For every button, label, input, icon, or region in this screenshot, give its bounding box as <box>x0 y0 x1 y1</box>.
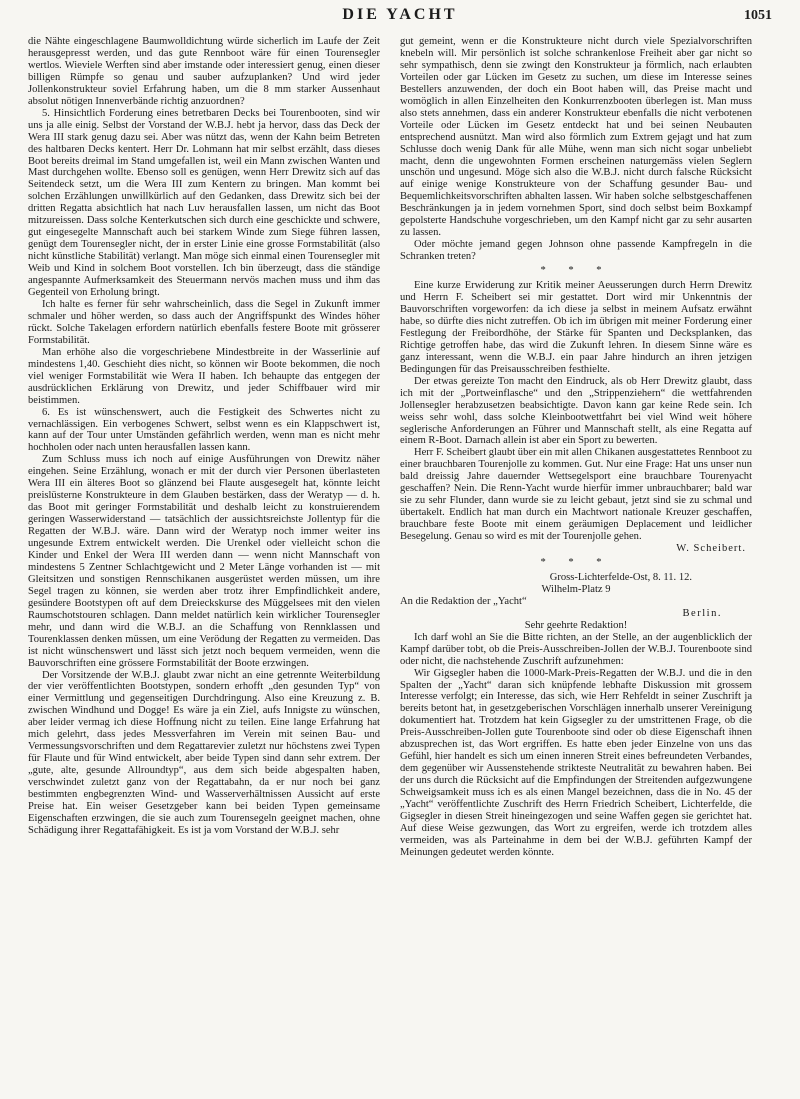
paragraph: Der etwas gereizte Ton macht den Eindruck, als ob Herr Drewitz glaubt, dass ich mit der „Portweinflasche“ und den „Strippenziehern“ die wettfahrenden Jollensegler herabzusetzen beabsichtigte. Davon kann gar keine Rede sein. Ich weiss sehr wohl, dass solche Kleinbootwettfahrt bei viel Wind weit höhere seglerische Anforderungen an Führer und Mannschaft stellt, als eine Regatta auf einem R-Boot. Darnach allein ist aber ein Sport zu bewerten. <box>400 375 752 447</box>
paragraph: Ich darf wohl an Sie die Bitte richten, an der Stelle, an der augenblicklich der Kampf darüber tobt, ob die Preis-Ausschreiben-Jollen der W.B.J. Tourenboote sind oder nicht, die nachstehende Zuschrift aufzunehmen: <box>400 631 752 667</box>
section-separator-stars: * * * <box>540 556 612 568</box>
running-header-title: DIE YACHT <box>342 6 458 23</box>
paragraph: 6. Es ist wünschenswert, auch die Festigkeit des Schwertes nicht zu vernachlässigen. Ein verbogenes Schwert, selbst wenn es ein Klappschwert ist, kann auf der Tour unter Umständen gefährlich werden, wenn man es nicht mehr hochholen oder nach unten herausfallen lassen kann. <box>28 406 380 454</box>
paragraph: Man erhöhe also die vorgeschriebene Mindestbreite in der Wasserlinie auf mindestens 1,40. Geschieht dies nicht, so können wir Boote bekommen, die noch viel weniger Formstabilität wie Wera II haben. Ich behaupte das entgegen der ausdrücklichen Erklärung von Drewitz, und jeder Schiffbauer wird mir beistimmen. <box>28 346 380 406</box>
letter-salutation: Sehr geehrte Redaktion! <box>524 619 628 631</box>
paragraph: Ich halte es ferner für sehr wahrscheinlich, dass die Segel in Zukunft immer schmaler und höher werden, so dass auch der Angriffspunkt des Windes höher rückt. Solche Takelagen erfordern natürlich ebenfalls festere Boote mit grösserer Formstabilität. <box>28 298 380 346</box>
letter-city: Berlin. <box>682 607 722 619</box>
paragraph: 5. Hinsichtlich Forderung eines betretbaren Decks bei Tourenbooten, sind wir uns ja alle einig. Selbst der Vorstand der W.B.J. hebt ja hervor, dass das Deck der Wera III stark genug dazu sei. Aber was nützt das, wenn der Kahn beim Betreten des haltbaren Decks kentert. Herr Dr. Lohmann hat mir selbst erzählt, dass dieses Boot bereits dreimal im Stand umgefallen ist, weil ein Mann zwischen Wanten und Mast durchgehen wollte. Ebenso soll es genügen, wenn Herr Drewitz sich auf das Seitendeck setzt, um die Wera III zum Kentern zu bringen. Man kommt bei solchen Erzählungen unwillkürlich auf den Gedanken, dass Drewitz sich bei der dritten Regatta absichtlich hat nach Luv herausfallen lassen, um nicht das Boot mitzureissen. Dass solche Kenterkutschen sich durch eine geschickte und schwere, gut eingesegelte Mannschaft auch bei starkem Winde zum Siege führen lassen, genügt dem Tourensegler nicht, der in erster Linie eine grosse Formstabilität (also nicht künstliche Stabilität) verlangt. Man möge sich einmal einen Tourensegler mit Weib und Kind in solchem Boot vorstellen. Ich bin überzeugt, dass die ständige angespannte Aufmerksamkeit des Steuermann nervös machen muss und ihm das Gegenteil von Erholung bringt. <box>28 107 380 299</box>
letter-place-date: Gross-Lichterfelde-Ost, 8. 11. 12. <box>549 571 692 583</box>
paragraph: die Nähte eingeschlagene Baumwolldichtung würde sicherlich im Laufe der Zeit herausgepresst werden, und das gute Rennboot wäre für einen Tourensegler wertlos. Wieviele Werften sind aber imstande oder interessiert genug, einen dieser billigen Rümpfe so genau und sauber aufzuplanken? Und wird jeder Jollenkonstrukteur soviel Erfahrung haben, um die 8 mm starker Aussenhaut absolut nötigen Innenverbände richtig anzuordnen? <box>28 36 380 107</box>
section-separator-stars: * * * <box>540 265 612 277</box>
right-column <box>400 36 752 859</box>
paragraph: gut gemeint, wenn er die Konstrukteure nicht durch viele Spezialvorschriften knebeln will. Mir persönlich ist solche schrankenlose Freiheit aber gar nicht so sehr sympathisch, denn sie zwingt den Konstrukteur ja förmlich, nach erlaubten Vorteilen oder gar Lücken im Gesetz zu suchen, um diese im Interesse seines Bestellers anzuwenden, der doch ein Boot haben will, das Preise macht und womöglich in allen Einzelheiten den Konkurrenzbooten überlegen ist. Man muss also stets annehmen, dass ein anderer Konstrukteur ebenfalls die nicht verbotenen Vorteile oder Lücken im Gesetz entdeckt hat und bei seinen Neubauten entsprechend ausnützt. Man wird also förmlich zum Extrem gejagt und hat zum Schlusse doch wenig Dank für alle Mühe, wenn man sich nicht sogar unbeliebt macht, denn die ungewohnten Formen erscheinen naturgemäss vielen Seglern unschön und ungesund. Möge sich also die W.B.J. nicht durch falsche Rücksicht auf einige wenige Konstrukteure von der Schaffung gesunder Bau- und Bequemlichkeitsvorschriften abhalten lassen. Wir haben solche selbstgeschaffenen Beschränkungen ja in jedem vornehmen Sport, sind doch selbst beim Boxkampf gepolsterte Handschuhe vorgeschrieben, um den Kampf nicht gar zu sehr ausarten zu lassen. <box>400 36 752 239</box>
paragraph: Oder möchte jemand gegen Johnson ohne passende Kampfregeln in die Schranken treten? <box>400 239 752 263</box>
paragraph: Zum Schluss muss ich noch auf einige Ausführungen von Drewitz näher eingehen. Seine Erzählung, wonach er mit der durch vier Personen überlasteten Wera III ein älteres Boot so glänzend bei Flaute ausgesegelt hat, könnte leicht preislüsterne Konstrukteure in dem Glauben bestärken, dass der Weratyp — d. h. das Boot mit geringer Formstabilität und deshalb leicht zu konstruierendem geringen Wasserwiderstand — tatsächlich der aussichtsreichste Jollentyp für die Regatten der W.B.J. wäre. Dann wird der Weratyp noch immer weiter ins ungesunde Extrem entwickelt werden. Die Urenkel oder vielleicht schon die Kinder und Enkel der Wera III werden dann — wenn nicht Mannschaft von mindestens 5 Zentner Schlachtgewicht und 2 Meter Länge vorhanden ist — mit Gleitsitzen und sonstigen Rennschikanen ausgerüstet werden müssen, um ihre Segel tragen zu können, sie werden aber trotz ihrer Empfindlichkeit andere, gesündere Bootstypen oft auf dem Dreieckskurse des Müggelsees mit den vielen Raumschotstouren schlagen. Dann meldet natürlich kein wirklicher Tourensegler mehr, und dann wird die W.B.J. an die Schaffung von Rennklassen und Tourenklassen denken müssen, um eine Verödung der Regatten zu vermeiden. Das ist nicht wünschenswert und lässt sich jetzt noch bequem vermeiden, wenn die Bauvorschriften eine grössere Formstabilität der Boote erzwingen. <box>28 454 380 669</box>
paragraph: Herr F. Scheibert glaubt über ein mit allen Chikanen ausgestattetes Rennboot zu einer brauchbaren Tourenjolle zu kommen. Gut. Nur eine Frage: Hat uns unser nun bald dreissig Jahre dauernder Wettsegelsport eine brauchbare Tourenyacht geschaffen? Nein. Die Renn-Yacht wurde hierfür immer unbrauchbarer; bald war sie zu sehr Flunder, dann wurde sie zu leicht gebaut, jetzt sind sie zu schmal und übertakelt. Endlich hat man durch ein Machtwort nationale Kreuzer geschaffen, brauchbare feste Boote mit einem geräumigen Deplacement und leidlicher Besegelung. Genau so wird es mit der Tourenjolle gehen. <box>400 447 752 543</box>
letter-recipient: An die Redaktion der „Yacht“ <box>400 595 527 607</box>
page-number: 1051 <box>744 8 772 23</box>
left-column <box>28 36 380 837</box>
paragraph: Wir Gigsegler haben die 1000-Mark-Preis-Regatten der W.B.J. und die in den Spalten der „Yacht“ daran sich knüpfende lebhafte Diskussion mit grossem Interesse verfolgt; ein Interesse, das sich, wie Herr Rehfeldt in seiner Zuschrift ja bereits betont hat, in gesetzgeberischen Vorschlägen innerhalb unserer Vereinigung dokumentiert hat. Trotzdem hat kein Gigsegler zu der umstrittenen Frage, ob die Preis-Ausschreiben-Jollen gute Tourenboote sind oder ob diese Eigenschaft ihnen abzusprechen ist, das Wort ergriffen. Es hatte eben jeder Einzelne von uns das Gefühl, hier handelt es sich um einen inneren Streit eines befreundeten Verbandes, dem gegenüber wir Aussenstehende strikteste Neutralität zu bewahren haben. Bei der uns durch die Rücksicht auf die Empfindungen der Streitenden aufgezwungene Schweigsamkeit muss ich es als einen Mangel bezeichnen, dass die in No. 45 der „Yacht“ veröffentlichte Zuschrift des Herrn Friedrich Scheibert, Lichterfelde, die Gigsegler in diesen Streit hineingezogen und seine Waffen gegen sie gerichtet hat. Auf diese Weise gezwungen, das Wort zu ergreifen, werde ich trotzdem alles vermeiden, was als Parteinahme in dem bei der W.B.J. geführten Kampf der Meinungen gedeutet werden könnte. <box>400 667 752 858</box>
paragraph: Eine kurze Erwiderung zur Kritik meiner Aeusserungen durch Herrn Drewitz und Herrn F. Scheibert sei mir gestattet. Dort wird mir Unkenntnis der Bauvorschriften vorgeworfen: da ich diese ja selbst in meinem Aufsatz erwähnt habe, so dürfte dies nicht zutreffen. Ob ich im übrigen mit meiner Forderung einer Festlegung der Freibordhöhe, der Stärke für Spanten und Decksplanken, das Richtige getroffen habe, das wird die Zukunft lehren. In diesem Sinne wäre es ganz interessant, wenn die W.B.J. ein paar Jahre hindurch an ihren jetzigen Bedingungen für das Preisausschreiben festhielte. <box>400 280 752 375</box>
paragraph: Der Vorsitzende der W.B.J. glaubt zwar nicht an eine getrennte Weiterbildung der vier veröffentlichten Bootstypen, sondern erhofft „den gesunden Typ“ von einer Vermittlung und gegenseitigen Durchdringung. Also eine Kreuzung z. B. zwischen Windhund und Dogge! Es wäre ja ein Ziel, aufs Innigste zu wünschen, aber leider vermag ich diese Hoffnung nicht zu teilen. Eine lange Erfahrung hat mich gelehrt, dass jedes Messverfahren im Verein mit seinen Bau- und Vermessungsvorschriften und dem Regattarevier zuletzt nur höchstens zwei Typen für Flaute und für Wind entwickelt, aber beide Typen sind dann sehr extrem. Der „gute, alte, gesunde Allroundtyp“, aus dem sich beide abgespalten haben, verschwindet zuletzt ganz von der Regattabahn, da er nur noch bei ganz bestimmten engbegrenzten Wind- und Wasserverhältnissen Aussicht auf erste Preise hat. Ein weiser Gesetzgeber kann bei beiden Typen gemeinsame Eigenschaften erzwingen, die sie auch zum Tourensegeln geeignet machen, ohne Schädigung ihrer Regattafähigkeit. Es ist ja vom Vorstand der W.B.J. sehr <box>28 669 380 836</box>
letter-street: Wilhelm-Platz 9 <box>541 583 611 595</box>
author-signature: W. Scheibert. <box>676 543 746 555</box>
